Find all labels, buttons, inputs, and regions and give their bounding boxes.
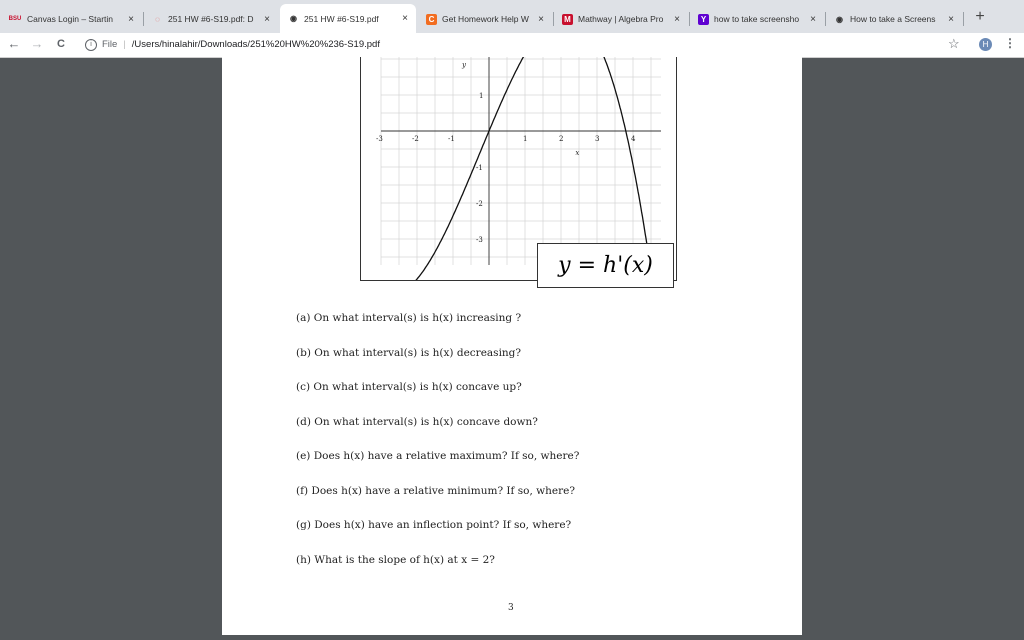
equation-lhs: y: [558, 253, 571, 278]
profile-avatar[interactable]: H: [979, 38, 992, 51]
bookmark-star-icon[interactable]: ☆: [948, 36, 960, 51]
question-e: (e) Does h(x) have a relative maximum? If so, where?: [296, 450, 580, 462]
tab-mathway[interactable]: [554, 6, 688, 32]
x-tick-label: 4: [631, 135, 636, 143]
close-tab-icon[interactable]: ×: [264, 13, 270, 25]
close-tab-icon[interactable]: ×: [948, 13, 954, 25]
x-tick-label: -1: [448, 135, 455, 143]
y-tick-label: -1: [476, 164, 483, 172]
equation-fn: h'(x): [603, 253, 653, 278]
axes: [381, 57, 661, 265]
globe-icon: ◉: [290, 14, 297, 23]
grid-lines: [381, 57, 661, 265]
bsu-logo-icon: BSU: [8, 16, 22, 22]
x-tick-label: 3: [595, 135, 600, 143]
browser-toolbar: [0, 33, 1024, 58]
close-tab-icon[interactable]: ×: [810, 13, 816, 25]
tab-strip: [0, 0, 1024, 33]
tab-how-to-screenshot[interactable]: [826, 6, 962, 32]
tab-label: Canvas Login – Startin: [27, 14, 113, 24]
x-tick-label: -2: [412, 135, 419, 143]
close-tab-icon[interactable]: ×: [538, 13, 544, 25]
tab-hw-pdf-active[interactable]: [280, 4, 416, 33]
question-c: (c) On what interval(s) is h(x) concave up?: [296, 381, 522, 393]
tab-label: How to take a Screens: [850, 14, 936, 24]
file-scheme-label: File: [102, 39, 118, 50]
loading-icon: ◌: [155, 14, 160, 24]
chegg-icon: C: [426, 14, 437, 25]
forward-button[interactable]: →: [30, 36, 44, 51]
tab-label: 251 HW #6-S19.pdf: D: [168, 14, 254, 24]
tab-label: Mathway | Algebra Pro: [578, 14, 664, 24]
y-tick-label: 1: [479, 92, 484, 100]
close-tab-icon[interactable]: ×: [674, 13, 680, 25]
pdf-page: [222, 57, 802, 635]
y-axis-label: y: [462, 61, 466, 69]
new-tab-button[interactable]: +: [975, 8, 985, 25]
tab-label: 251 HW #6-S19.pdf: [304, 13, 379, 24]
x-tick-label: -3: [376, 135, 383, 143]
equation-box: [537, 243, 674, 288]
tab-yahoo-screenshot[interactable]: [690, 6, 824, 32]
divider: |: [123, 39, 126, 50]
mathway-icon: M: [562, 14, 573, 25]
question-a: (a) On what interval(s) is h(x) increasing ?: [296, 312, 522, 324]
yahoo-icon: Y: [698, 14, 709, 25]
tab-hw-pdf-d[interactable]: [144, 6, 278, 32]
back-button[interactable]: ←: [7, 36, 21, 51]
question-b: (b) On what interval(s) is h(x) decreasing?: [296, 347, 522, 359]
question-h: (h) What is the slope of h(x) at x = 2?: [296, 554, 495, 566]
x-tick-label: 2: [559, 135, 564, 143]
tab-canvas-login[interactable]: [0, 6, 142, 32]
question-f: (f) Does h(x) have a relative minimum? If so, where?: [296, 485, 575, 497]
info-icon[interactable]: i: [85, 39, 97, 51]
reload-button[interactable]: C: [57, 38, 65, 50]
x-axis-label: x: [575, 149, 580, 157]
tab-separator: [963, 12, 964, 26]
y-tick-label: -2: [476, 200, 483, 208]
page-number: 3: [508, 603, 514, 613]
close-tab-icon[interactable]: ×: [402, 13, 408, 24]
browser-menu-icon[interactable]: ⋮: [1004, 36, 1016, 50]
x-tick-label: 1: [523, 135, 528, 143]
tab-label: how to take screensho: [714, 14, 800, 24]
y-tick-label: -3: [476, 236, 483, 244]
question-g: (g) Does h(x) have an inflection point? If so, where?: [296, 519, 572, 531]
address-bar[interactable]: [78, 34, 968, 55]
close-tab-icon[interactable]: ×: [128, 13, 134, 25]
tab-label: Get Homework Help W: [442, 14, 529, 24]
question-d: (d) On what interval(s) is h(x) concave down?: [296, 416, 538, 428]
globe-icon: ◉: [836, 14, 843, 24]
equation-eq: =: [570, 253, 604, 278]
tab-homework-help[interactable]: [418, 6, 552, 32]
url-text[interactable]: /Users/hinalahir/Downloads/251%20HW%20%236-S19.pdf: [131, 39, 380, 50]
